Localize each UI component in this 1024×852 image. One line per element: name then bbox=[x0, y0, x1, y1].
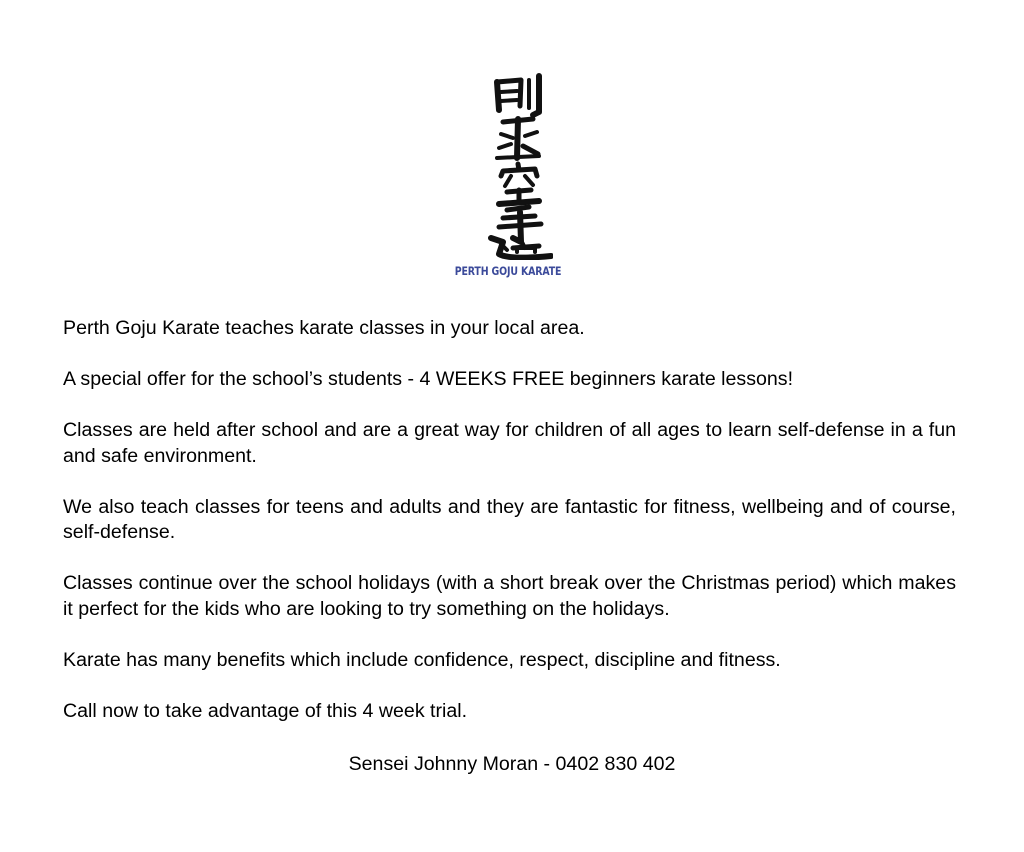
contact-line: Sensei Johnny Moran - 0402 830 402 bbox=[348, 753, 676, 775]
flyer-body bbox=[63, 316, 956, 750]
after-school-paragraph: Classes are held after school and are a great way for children of all ages to learn self-defense in a fun and safe environment. bbox=[63, 419, 956, 467]
calligraphy-logo-icon bbox=[463, 72, 553, 260]
holidays-paragraph: Classes continue over the school holidays (with a short break over the Christmas period) which makes it perfect for the kids who are looking to try something on the holidays. bbox=[63, 572, 956, 620]
logo-caption: PERTH GOJU KARATE bbox=[454, 264, 562, 278]
intro-paragraph: Perth Goju Karate teaches karate classes in your local area. bbox=[63, 317, 585, 339]
benefits-paragraph: Karate has many benefits which include confidence, respect, discipline and fitness. bbox=[63, 648, 781, 671]
offer-paragraph: A special offer for the school’s students - 4 WEEKS FREE beginners karate lessons! bbox=[63, 368, 794, 390]
call-to-action-paragraph: Call now to take advantage of this 4 week trial. bbox=[63, 699, 468, 722]
logo bbox=[441, 72, 575, 286]
teens-adults-paragraph: We also teach classes for teens and adults and they are fantastic for fitness, wellbeing and of course, self-defense. bbox=[63, 495, 956, 543]
